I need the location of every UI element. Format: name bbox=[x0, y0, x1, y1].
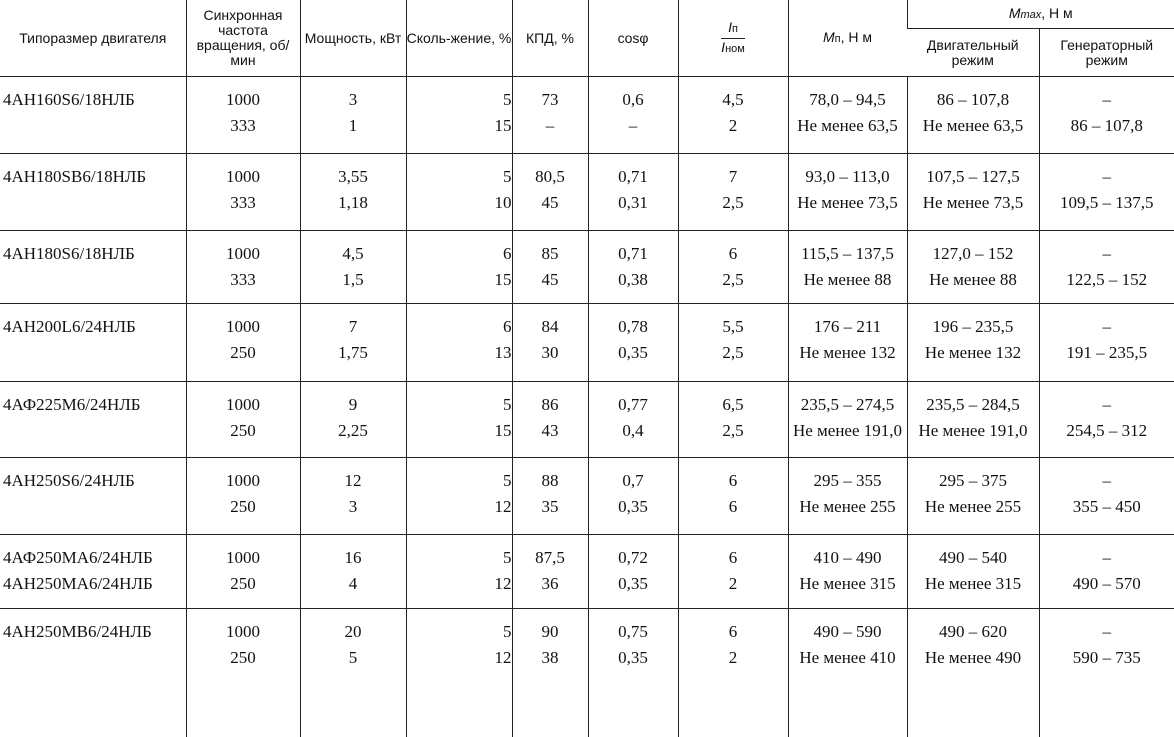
current-ratio-cell-line: 6 bbox=[728, 243, 738, 263]
efficiency-cell bbox=[512, 230, 588, 304]
starting-torque-cell bbox=[788, 382, 907, 458]
power-cell bbox=[300, 304, 406, 382]
speed-cell bbox=[186, 77, 300, 154]
generator-mode-cell-line: 86 – 107,8 bbox=[1070, 116, 1143, 135]
header-slip: Сколь-жение, % bbox=[406, 0, 512, 77]
current-ratio-cell-line: 6 bbox=[728, 470, 738, 490]
starting-torque-cell-line: 176 – 211 bbox=[813, 317, 882, 337]
motor-mode-cell bbox=[907, 457, 1039, 534]
slip-cell bbox=[406, 609, 512, 737]
generator-mode-cell-line: – bbox=[1102, 547, 1111, 567]
starting-torque-cell-line: 410 – 490 bbox=[813, 547, 882, 567]
current-ratio-cell bbox=[678, 153, 788, 230]
efficiency-cell-line: 45 bbox=[541, 192, 559, 212]
power-cell-line: 20 bbox=[344, 622, 362, 642]
speed-cell-line: 1000 bbox=[226, 90, 260, 109]
current-ratio-cell-line: 6 bbox=[728, 496, 738, 516]
power-cell-line: 16 bbox=[344, 547, 362, 567]
slip-cell bbox=[406, 304, 512, 382]
power-cell bbox=[300, 609, 406, 737]
speed-cell bbox=[186, 304, 300, 382]
generator-mode-cell bbox=[1039, 153, 1174, 230]
table-header bbox=[0, 0, 1174, 77]
motor-type-cell-line bbox=[3, 340, 186, 366]
generator-mode-cell-line: – bbox=[1102, 166, 1111, 186]
motor-mode-cell-line: Не менее 132 bbox=[924, 343, 1022, 363]
starting-torque-cell-line: 490 – 590 bbox=[813, 622, 882, 642]
efficiency-cell bbox=[512, 77, 588, 154]
motor-type-cell-line: 4АН180SВ6/18НЛБ bbox=[3, 166, 147, 186]
generator-mode-cell bbox=[1039, 230, 1174, 304]
current-ratio-cell bbox=[678, 304, 788, 382]
current-ratio-fraction: $\frac{Iп}{\text{Iном}}$ bbox=[721, 18, 745, 55]
slip-cell-line: 12 bbox=[494, 496, 512, 516]
power-cell-line: 7 bbox=[348, 317, 358, 337]
slip-cell-line: 5 bbox=[503, 90, 512, 109]
slip-cell-line: 6 bbox=[503, 243, 512, 263]
table-row bbox=[0, 534, 1174, 609]
power-cell-line: 3,55 bbox=[338, 166, 368, 186]
power-cell-line: 3 bbox=[348, 496, 358, 516]
power-cell bbox=[300, 77, 406, 154]
cos-phi-cell-line: 0,31 bbox=[618, 192, 648, 212]
slip-cell bbox=[406, 382, 512, 458]
efficiency-cell bbox=[512, 457, 588, 534]
motor-type-cell bbox=[0, 230, 186, 304]
generator-mode-cell-line: – bbox=[1102, 622, 1111, 642]
cos-phi-cell-line: 0,72 bbox=[618, 547, 648, 567]
power-cell-line: 9 bbox=[348, 395, 358, 415]
speed-cell-line: 1000 bbox=[226, 243, 260, 263]
starting-torque-cell-line: Не менее 410 bbox=[799, 648, 896, 668]
table-row bbox=[0, 230, 1174, 304]
motor-mode-cell bbox=[907, 382, 1039, 458]
table-row bbox=[0, 153, 1174, 230]
efficiency-cell-line: 45 bbox=[541, 269, 559, 289]
speed-cell-line: 250 bbox=[230, 648, 256, 668]
cos-phi-cell-line: 0,71 bbox=[618, 243, 648, 263]
efficiency-cell-line: 30 bbox=[541, 343, 559, 363]
motor-type-cell-line bbox=[3, 267, 186, 293]
motor-type-cell-line: 4АН250МВ6/24НЛБ bbox=[3, 622, 152, 642]
motor-mode-cell-line: Не менее 490 bbox=[924, 648, 1022, 668]
motor-type-cell-line bbox=[3, 645, 186, 671]
cos-phi-cell-line: 0,38 bbox=[618, 269, 648, 289]
speed-cell bbox=[186, 534, 300, 609]
slip-cell bbox=[406, 77, 512, 154]
efficiency-cell bbox=[512, 382, 588, 458]
slip-cell-line: 12 bbox=[494, 648, 512, 668]
cos-phi-cell-line: 0,71 bbox=[618, 166, 648, 186]
header-current-ratio bbox=[678, 0, 788, 77]
generator-mode-cell-line: 590 – 735 bbox=[1072, 648, 1141, 668]
current-ratio-cell bbox=[678, 534, 788, 609]
starting-torque-cell-line: 115,5 – 137,5 bbox=[801, 243, 894, 263]
starting-torque-cell-line: Не менее 73,5 bbox=[797, 192, 898, 212]
power-cell-line: 3 bbox=[348, 90, 358, 109]
speed-cell bbox=[186, 230, 300, 304]
slip-cell-line: 5 bbox=[503, 166, 512, 186]
table-row bbox=[0, 382, 1174, 458]
starting-torque-cell-line: Не менее 255 bbox=[799, 496, 896, 516]
motor-type-cell-line bbox=[3, 113, 186, 139]
efficiency-cell-line: 90 bbox=[541, 622, 559, 642]
motor-type-cell bbox=[0, 77, 186, 154]
motor-mode-cell-line: Не менее 73,5 bbox=[922, 192, 1024, 212]
power-cell-line: 2,25 bbox=[338, 421, 368, 441]
starting-torque-cell bbox=[788, 304, 907, 382]
power-cell-line: 1 bbox=[348, 116, 358, 135]
efficiency-cell-line: 73 bbox=[541, 90, 559, 109]
speed-cell-line: 333 bbox=[230, 192, 256, 212]
current-ratio-cell-line: 5,5 bbox=[722, 317, 744, 337]
cos-phi-cell-line: 0,35 bbox=[618, 648, 648, 668]
slip-cell bbox=[406, 534, 512, 609]
speed-cell-line: 1000 bbox=[226, 470, 260, 490]
efficiency-cell-line: 35 bbox=[541, 496, 559, 516]
motor-type-cell-line bbox=[3, 494, 186, 520]
efficiency-cell bbox=[512, 609, 588, 737]
speed-cell-line: 250 bbox=[230, 421, 256, 441]
motor-mode-cell-line: 490 – 540 bbox=[939, 547, 1007, 567]
motor-mode-cell-line: 196 – 235,5 bbox=[932, 317, 1014, 337]
motor-mode-cell-line: 107,5 – 127,5 bbox=[926, 166, 1020, 186]
current-ratio-cell-line: 6,5 bbox=[722, 395, 744, 415]
generator-mode-cell-line: – bbox=[1102, 90, 1111, 109]
motor-type-cell bbox=[0, 304, 186, 382]
speed-cell-line: 1000 bbox=[226, 166, 260, 186]
cos-phi-cell bbox=[588, 77, 678, 154]
efficiency-cell bbox=[512, 153, 588, 230]
efficiency-cell-line: 80,5 bbox=[535, 166, 565, 186]
cos-phi-cell bbox=[588, 153, 678, 230]
current-ratio-cell-line: 2,5 bbox=[722, 343, 744, 363]
speed-cell-line: 250 bbox=[230, 496, 256, 516]
current-ratio-cell-line: 7 bbox=[728, 166, 738, 186]
speed-cell bbox=[186, 153, 300, 230]
power-cell-line: 4,5 bbox=[342, 243, 364, 263]
table-row bbox=[0, 609, 1174, 737]
current-ratio-cell-line: 6 bbox=[728, 547, 738, 567]
motor-type-cell-line bbox=[3, 418, 186, 444]
motor-type-cell-line: 4АН160S6/18НЛБ bbox=[3, 90, 135, 109]
motor-mode-cell-line: 127,0 – 152 bbox=[932, 243, 1014, 263]
cos-phi-cell-line: 0,75 bbox=[618, 622, 648, 642]
current-ratio-cell-line: 2,5 bbox=[722, 421, 744, 441]
generator-mode-cell-line: – bbox=[1102, 470, 1111, 490]
power-cell bbox=[300, 457, 406, 534]
cos-phi-cell-line: 0,35 bbox=[618, 573, 648, 593]
efficiency-cell-line: 85 bbox=[541, 243, 559, 263]
speed-cell-line: 333 bbox=[230, 116, 256, 135]
motor-mode-cell bbox=[907, 534, 1039, 609]
generator-mode-cell-line: 122,5 – 152 bbox=[1066, 269, 1148, 289]
slip-cell-line: 12 bbox=[494, 573, 512, 593]
slip-cell-line: 13 bbox=[494, 343, 512, 363]
motor-type-cell-line: 4АН180S6/18НЛБ bbox=[3, 243, 135, 263]
motor-mode-cell bbox=[907, 153, 1039, 230]
motor-type-cell bbox=[0, 534, 186, 609]
generator-mode-cell bbox=[1039, 534, 1174, 609]
motor-type-cell-line: 4АН200L6/24НЛБ bbox=[3, 317, 136, 337]
efficiency-cell-line: 38 bbox=[541, 648, 559, 668]
efficiency-cell-line: 36 bbox=[541, 573, 559, 593]
motor-mode-cell-line: Не менее 191,0 bbox=[918, 421, 1028, 441]
cos-phi-cell-line: 0,35 bbox=[618, 496, 648, 516]
efficiency-cell-line: 87,5 bbox=[535, 547, 565, 567]
current-ratio-cell-line: 2 bbox=[728, 573, 738, 593]
generator-mode-cell bbox=[1039, 382, 1174, 458]
motor-mode-cell-line: 235,5 – 284,5 bbox=[926, 395, 1020, 415]
power-cell-line: 4 bbox=[348, 573, 358, 593]
efficiency-cell-line: 84 bbox=[541, 317, 559, 337]
cos-phi-cell-line: 0,35 bbox=[618, 343, 648, 363]
power-cell-line: 5 bbox=[348, 648, 358, 668]
motor-mode-cell-line: Не менее 255 bbox=[924, 496, 1022, 516]
motor-mode-cell-line: Не менее 63,5 bbox=[922, 116, 1024, 135]
motor-mode-cell-line: 295 – 375 bbox=[939, 470, 1007, 490]
header-type: Типоразмер двигателя bbox=[0, 0, 186, 77]
motor-mode-cell-line: Не менее 315 bbox=[924, 573, 1022, 593]
generator-mode-cell-line: – bbox=[1102, 243, 1111, 263]
table-row bbox=[0, 77, 1174, 154]
motor-mode-cell bbox=[907, 304, 1039, 382]
cos-phi-cell-line: 0,6 bbox=[622, 90, 644, 109]
efficiency-cell-line: 88 bbox=[541, 470, 559, 490]
slip-cell-line: 6 bbox=[503, 317, 512, 337]
slip-cell-line: 5 bbox=[503, 622, 512, 642]
starting-torque-cell bbox=[788, 457, 907, 534]
cos-phi-cell-line: – bbox=[628, 116, 638, 135]
motor-mode-cell bbox=[907, 230, 1039, 304]
slip-cell-line: 10 bbox=[494, 192, 512, 212]
generator-mode-cell-line: 490 – 570 bbox=[1072, 573, 1141, 593]
generator-mode-cell bbox=[1039, 457, 1174, 534]
speed-cell bbox=[186, 609, 300, 737]
header-starting-torque: Mп, Н м bbox=[788, 0, 907, 77]
speed-cell bbox=[186, 457, 300, 534]
slip-cell-line: 5 bbox=[503, 547, 512, 567]
speed-cell-line: 1000 bbox=[226, 547, 260, 567]
motor-type-cell bbox=[0, 382, 186, 458]
efficiency-cell-line: – bbox=[545, 116, 555, 135]
starting-torque-cell-line: 235,5 – 274,5 bbox=[800, 395, 895, 415]
current-ratio-cell-line: 2 bbox=[728, 648, 738, 668]
motor-type-cell-line: 4АФ225М6/24НЛБ bbox=[3, 395, 141, 415]
generator-mode-cell-line: 109,5 – 137,5 bbox=[1060, 192, 1154, 212]
starting-torque-cell-line: 93,0 – 113,0 bbox=[805, 166, 890, 186]
current-ratio-cell-line: 2,5 bbox=[722, 192, 744, 212]
current-ratio-cell bbox=[678, 457, 788, 534]
cos-phi-cell bbox=[588, 382, 678, 458]
slip-cell-line: 15 bbox=[494, 116, 512, 135]
slip-cell-line: 5 bbox=[503, 470, 512, 490]
current-ratio-cell-line: 6 bbox=[728, 622, 738, 642]
starting-torque-cell-line: Не менее 191,0 bbox=[792, 421, 903, 441]
speed-cell-line: 1000 bbox=[226, 317, 260, 337]
current-ratio-cell-line: 4,5 bbox=[722, 90, 744, 109]
starting-torque-cell-line: Не менее 88 bbox=[803, 269, 892, 289]
speed-cell-line: 1000 bbox=[226, 622, 260, 642]
motor-type-cell-line: 4АН250S6/24НЛБ bbox=[3, 470, 135, 490]
starting-torque-cell-line: 295 – 355 bbox=[813, 470, 882, 490]
speed-cell-line: 1000 bbox=[226, 395, 260, 415]
table-row bbox=[0, 457, 1174, 534]
power-cell-line: 1,5 bbox=[342, 269, 364, 289]
efficiency-cell-line: 86 bbox=[541, 395, 559, 415]
cos-phi-cell bbox=[588, 304, 678, 382]
speed-cell-line: 333 bbox=[230, 269, 256, 289]
header-power: Мощность, кВт bbox=[300, 0, 406, 77]
current-ratio-cell-line: 2 bbox=[728, 116, 738, 135]
starting-torque-cell-line: Не менее 315 bbox=[799, 573, 896, 593]
motor-type-cell bbox=[0, 153, 186, 230]
generator-mode-cell-line: – bbox=[1102, 395, 1111, 415]
slip-cell bbox=[406, 153, 512, 230]
cos-phi-cell bbox=[588, 609, 678, 737]
motor-type-cell-line bbox=[3, 190, 186, 216]
current-ratio-cell bbox=[678, 609, 788, 737]
generator-mode-cell-line: 254,5 – 312 bbox=[1066, 421, 1148, 441]
motor-type-cell bbox=[0, 457, 186, 534]
motor-type-cell-line: 4АФ250МА6/24НЛБ bbox=[3, 547, 153, 567]
efficiency-cell-line: 43 bbox=[541, 421, 559, 441]
speed-cell bbox=[186, 382, 300, 458]
power-cell bbox=[300, 382, 406, 458]
slip-cell-line: 15 bbox=[494, 421, 512, 441]
generator-mode-cell bbox=[1039, 609, 1174, 737]
current-ratio-cell-line: 2,5 bbox=[722, 269, 744, 289]
current-ratio-cell bbox=[678, 382, 788, 458]
header-efficiency: КПД, % bbox=[512, 0, 588, 77]
slip-cell bbox=[406, 230, 512, 304]
starting-torque-cell bbox=[788, 534, 907, 609]
motor-mode-cell bbox=[907, 77, 1039, 154]
motor-mode-cell-line: 86 – 107,8 bbox=[936, 90, 1010, 109]
power-cell bbox=[300, 230, 406, 304]
slip-cell bbox=[406, 457, 512, 534]
speed-cell-line: 250 bbox=[230, 343, 256, 363]
speed-cell-line: 250 bbox=[230, 573, 256, 593]
starting-torque-cell bbox=[788, 153, 907, 230]
slip-cell-line: 5 bbox=[503, 395, 512, 415]
generator-mode-cell-line: – bbox=[1102, 317, 1111, 337]
motor-type-cell-line: 4АН250МА6/24НЛБ bbox=[3, 573, 153, 593]
power-cell bbox=[300, 153, 406, 230]
motor-mode-cell bbox=[907, 609, 1039, 737]
starting-torque-cell bbox=[788, 230, 907, 304]
starting-torque-cell bbox=[788, 609, 907, 737]
starting-torque-cell bbox=[788, 77, 907, 154]
header-speed: Синхронная частота вращения, об/мин bbox=[186, 0, 300, 77]
current-ratio-cell bbox=[678, 77, 788, 154]
generator-mode-cell-line: 191 – 235,5 bbox=[1066, 343, 1148, 363]
header-motor-mode: Двигательный режим bbox=[907, 29, 1039, 77]
generator-mode-cell bbox=[1039, 304, 1174, 382]
current-ratio-cell bbox=[678, 230, 788, 304]
efficiency-cell bbox=[512, 534, 588, 609]
starting-torque-cell-line: 78,0 – 94,5 bbox=[809, 90, 886, 109]
cos-phi-cell bbox=[588, 534, 678, 609]
power-cell-line: 12 bbox=[344, 470, 362, 490]
header-generator-mode: Генераторный режим bbox=[1039, 29, 1174, 77]
motor-mode-cell-line: Не менее 88 bbox=[929, 269, 1017, 289]
cos-phi-cell bbox=[588, 230, 678, 304]
cos-phi-cell-line: 0,7 bbox=[622, 470, 644, 490]
header-max-torque: Mmax, Н м bbox=[907, 0, 1174, 29]
cos-phi-cell-line: 0,78 bbox=[618, 317, 648, 337]
generator-mode-cell-line: 355 – 450 bbox=[1072, 496, 1141, 516]
slip-cell-line: 15 bbox=[494, 269, 512, 289]
power-cell-line: 1,18 bbox=[338, 192, 368, 212]
table-row bbox=[0, 304, 1174, 382]
cos-phi-cell bbox=[588, 457, 678, 534]
power-cell bbox=[300, 534, 406, 609]
efficiency-cell bbox=[512, 304, 588, 382]
starting-torque-cell-line: Не менее 132 bbox=[799, 343, 896, 363]
generator-mode-cell bbox=[1039, 77, 1174, 154]
motor-mode-cell-line: 490 – 620 bbox=[939, 622, 1007, 642]
header-cos-phi: cosφ bbox=[588, 0, 678, 77]
power-cell-line: 1,75 bbox=[338, 343, 368, 363]
motor-type-cell bbox=[0, 609, 186, 737]
cos-phi-cell-line: 0,4 bbox=[622, 421, 644, 441]
cos-phi-cell-line: 0,77 bbox=[618, 395, 648, 415]
starting-torque-cell-line: Не менее 63,5 bbox=[797, 116, 898, 135]
